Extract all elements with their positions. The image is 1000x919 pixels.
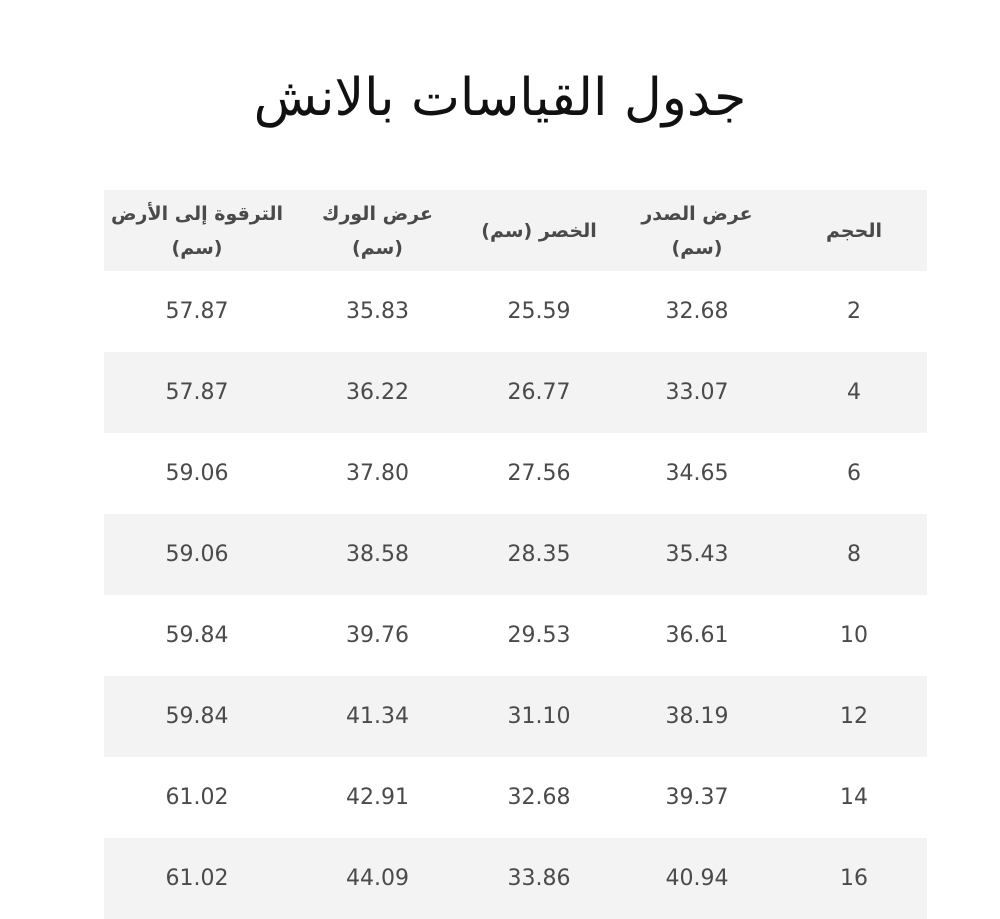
header-waist: [465, 190, 613, 271]
cell-hip: 38.58: [346, 542, 409, 567]
table-body: [104, 271, 927, 919]
header-hip: [290, 190, 465, 271]
cell-length: 57.87: [165, 299, 229, 324]
cell-waist: 31.10: [507, 704, 571, 729]
header-size: [781, 190, 927, 271]
table-row: [104, 757, 927, 838]
cell-length: 57.87: [165, 380, 229, 405]
cell-length: 59.84: [165, 704, 229, 729]
cell-hip: 42.91: [346, 785, 409, 810]
header-waist-label: الخصر (سم): [481, 219, 597, 242]
cell-bust: 36.61: [665, 623, 729, 648]
header-bust-unit: (سم): [671, 236, 723, 259]
cell-length: 59.84: [165, 623, 229, 648]
header-size-label: الحجم: [826, 219, 882, 242]
cell-waist: 25.59: [507, 299, 571, 324]
table-row: [104, 271, 927, 352]
cell-size: 4: [847, 380, 861, 405]
cell-hip: 36.22: [346, 380, 409, 405]
cell-hip: 35.83: [346, 299, 409, 324]
cell-bust: 35.43: [665, 542, 729, 567]
header-length: [104, 190, 290, 271]
header-length-label: الترقوة إلى الأرض: [110, 202, 284, 225]
cell-waist: 33.86: [507, 866, 571, 891]
header-bust: [613, 190, 781, 271]
header-row: [104, 190, 927, 271]
cell-hip: 37.80: [346, 461, 409, 486]
cell-size: 8: [847, 542, 861, 567]
header-hip-unit: (سم): [352, 236, 403, 259]
cell-hip: 39.76: [346, 623, 409, 648]
cell-waist: 32.68: [507, 785, 571, 810]
page-title: جدول القياسات بالانش: [253, 68, 747, 128]
cell-size: 16: [840, 866, 868, 891]
cell-waist: 27.56: [507, 461, 571, 486]
table-header: [104, 190, 927, 271]
cell-bust: 34.65: [665, 461, 729, 486]
table-row: [104, 433, 927, 514]
cell-size: 14: [840, 785, 868, 810]
table-row: [104, 595, 927, 676]
table-row: [104, 514, 927, 595]
cell-length: 61.02: [165, 785, 229, 810]
cell-length: 59.06: [165, 461, 229, 486]
cell-waist: 28.35: [507, 542, 571, 567]
header-hip-label: عرض الورك: [322, 202, 433, 225]
size-chart-table: [104, 190, 927, 919]
cell-bust: 38.19: [665, 704, 729, 729]
table-row: [104, 352, 927, 433]
cell-bust: 40.94: [665, 866, 729, 891]
cell-length: 61.02: [165, 866, 229, 891]
cell-size: 6: [847, 461, 861, 486]
cell-length: 59.06: [165, 542, 229, 567]
cell-bust: 39.37: [665, 785, 729, 810]
cell-bust: 32.68: [665, 299, 729, 324]
cell-size: 12: [840, 704, 868, 729]
cell-waist: 26.77: [507, 380, 571, 405]
cell-hip: 44.09: [346, 866, 409, 891]
table-row: [104, 676, 927, 757]
header-length-unit: (سم): [171, 236, 223, 259]
cell-size: 2: [847, 299, 861, 324]
cell-hip: 41.34: [346, 704, 409, 729]
table-row: [104, 838, 927, 919]
cell-size: 10: [840, 623, 868, 648]
header-bust-label: عرض الصدر: [641, 202, 753, 225]
cell-waist: 29.53: [507, 623, 571, 648]
cell-bust: 33.07: [665, 380, 729, 405]
